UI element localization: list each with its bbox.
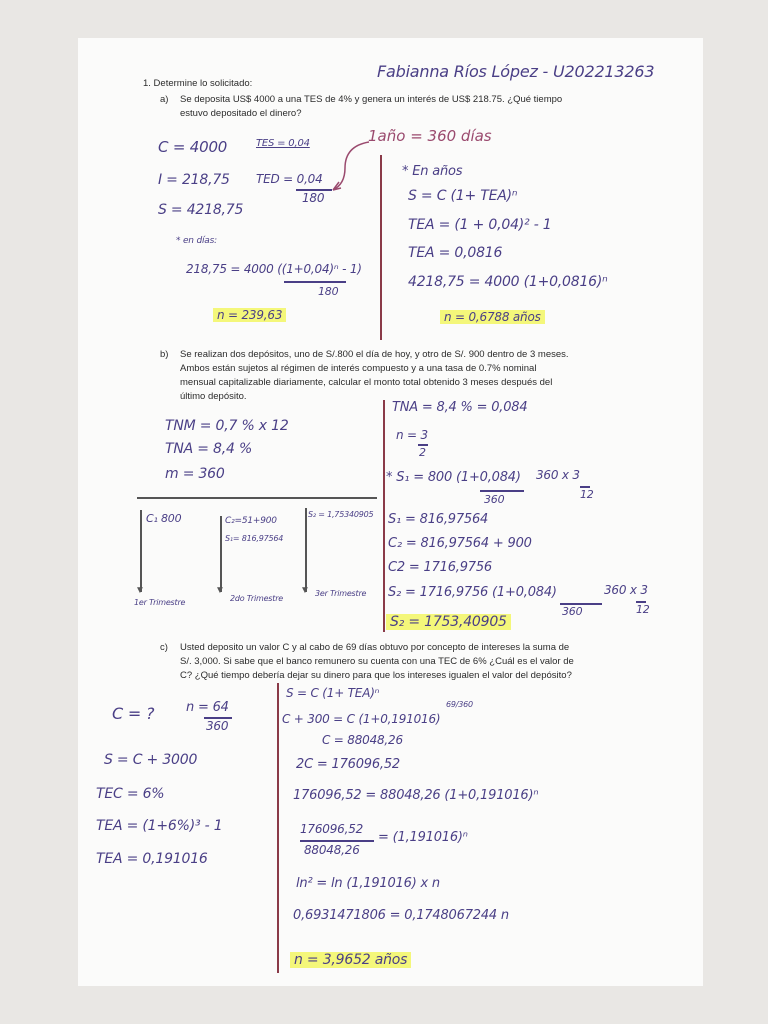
days-equation: 218,75 = 4000 ((1+0,04)ⁿ - 1) <box>186 262 362 276</box>
in-days-note: * en días: <box>176 236 217 246</box>
s1-exponent: 360 x 3 <box>536 468 580 482</box>
part-b-question-line1: Se realizan dos depósitos, uno de S/.800 el día de hoy, y otro de S/. 900 dentro de 3 meses. <box>180 349 569 360</box>
days-fraction-bar <box>284 281 346 283</box>
part-c-question-line2: S/. 3,000. Si sabe que el banco remunero su cuenta con una TEC de 6% ¿Cuál es el valor de <box>180 656 574 667</box>
timeline-separator <box>137 497 377 499</box>
timeline-arrow-3-icon: ▼ <box>300 585 310 596</box>
log-values: 0,6931471806 = 0,1748067244 n <box>293 908 509 923</box>
tna-decimal: TNA = 8,4 % = 0,084 <box>392 400 528 415</box>
c-formula: S = C (1+ TEA)ⁿ <box>286 686 380 700</box>
part-b-divider <box>383 400 385 632</box>
timeline-c2: C₂=51+900 <box>225 516 277 526</box>
ratio-fraction-bar <box>300 840 374 842</box>
timeline-arrow-2-icon: ▼ <box>215 585 225 596</box>
part-a-question-line1: Se deposita US$ 4000 a una TES de 4% y genera un interés de US$ 218.75. ¿Qué tiempo <box>180 94 563 105</box>
c-amount-eq: S = C + 3000 <box>104 752 198 768</box>
part-c-divider <box>277 683 279 973</box>
part-b-question-line2: Ambos están sujetos al régimen de interés compuesto y a una tasa de 0.7% nominal <box>180 363 537 374</box>
c-equation: C + 300 = C (1+0,191016) <box>282 712 441 726</box>
tea-equation: TEA = (1 + 0,04)² - 1 <box>408 217 552 233</box>
s2-denominator: 360 <box>562 605 583 618</box>
timeline-s1: S₁= 816,97564 <box>225 534 284 543</box>
part-b-label: b) <box>160 349 169 360</box>
result-s2: S₂ = 1753,40905 <box>386 614 511 630</box>
two-c-value: 2C = 176096,52 <box>296 757 401 772</box>
timeline-q1: 1er Trimestre <box>134 598 186 607</box>
log-equation: ln² = ln (1,191016) x n <box>296 876 440 891</box>
s2-exponent: 360 x 3 <box>604 583 648 597</box>
timeline-line-3 <box>305 508 307 592</box>
ted-denominator: 180 <box>302 191 325 205</box>
part-c-question-line1: Usted deposito un valor C y al cabo de 69 días obtuvo por concepto de intereses la suma de <box>180 642 570 653</box>
timeline-line-1 <box>140 510 142 592</box>
c-n-denominator: 360 <box>206 719 229 733</box>
s2-exponent-den: 12 <box>636 603 650 616</box>
s1-fraction-bar <box>480 490 524 492</box>
ratio-denominator: 88048,26 <box>304 843 360 857</box>
part-c-question-line3: C? ¿Qué tiempo debería dejar su dinero para que los intereses igualen el valor del depósito? <box>180 670 572 681</box>
timeline-q2: 2do Trimestre <box>230 594 284 603</box>
part-c-label: c) <box>160 642 168 653</box>
tna-value: TNA = 8,4 % <box>165 441 253 457</box>
s1-denominator: 360 <box>484 493 505 506</box>
n-denominator: 2 <box>419 446 426 459</box>
part-b-question-line4: último depósito. <box>180 391 247 402</box>
timeline-c1: C₁ 800 <box>146 512 182 525</box>
arrow-icon <box>325 138 375 198</box>
ratio-rhs: = (1,191016)ⁿ <box>378 830 468 845</box>
timeline-line-2 <box>220 516 222 592</box>
result-n-years: n = 3,9652 años <box>290 952 411 968</box>
section-heading: 1. Determine lo solicitado: <box>143 78 253 89</box>
part-a-question-line2: estuvo depositado el dinero? <box>180 108 302 119</box>
timeline-q3: 3er Trimestre <box>315 589 367 598</box>
year-days-note: 1año = 360 días <box>368 127 492 145</box>
result-years: n = 0,6788 años <box>440 310 545 324</box>
author-name: Fabianna Ríos López - U202213263 <box>377 62 655 81</box>
c-equation-exponent: 69/360 <box>446 700 473 709</box>
s1-exponent-den: 12 <box>580 488 594 501</box>
timeline-s2: S₂ = 1,75340905 <box>308 510 374 519</box>
s1-value: S₁ = 816,97564 <box>388 512 489 527</box>
part-a-divider <box>380 155 382 340</box>
ted-formula: TED = 0,04 <box>256 172 323 186</box>
m-value: m = 360 <box>165 466 225 482</box>
n-numerator: n = 3 <box>396 428 428 442</box>
c-unknown: C = ? <box>112 704 155 723</box>
tes-value: TES = 0,04 <box>256 138 310 149</box>
days-denominator: 180 <box>318 285 339 298</box>
tea-value: TEA = 0,0816 <box>408 245 503 261</box>
part-b-question-line3: mensual capitalizable diariamente, calcular el monto total obtenido 3 meses después del <box>180 377 553 388</box>
c-tea-eq: TEA = (1+6%)³ - 1 <box>96 818 223 834</box>
capital-value: C = 4000 <box>158 138 228 156</box>
timeline-arrow-1-icon: ▼ <box>135 585 145 596</box>
amount-value: S = 4218,75 <box>158 202 244 218</box>
tea-formula: S = C (1+ TEA)ⁿ <box>408 188 518 204</box>
s2-equation: S₂ = 1716,9756 (1+0,084) <box>388 585 557 600</box>
c2-sum: C₂ = 816,97564 + 900 <box>388 536 532 551</box>
tec-value: TEC = 6% <box>96 786 165 802</box>
years-equation: 4218,75 = 4000 (1+0,0816)ⁿ <box>408 274 608 290</box>
s1-equation: * S₁ = 800 (1+0,084) <box>386 470 521 485</box>
c-value: C = 88048,26 <box>322 733 403 747</box>
tnm-value: TNM = 0,7 % x 12 <box>165 418 289 434</box>
result-days: n = 239,63 <box>213 308 286 322</box>
c-tea-value: TEA = 0,191016 <box>96 851 208 867</box>
in-years-note: * En años <box>402 164 463 179</box>
interest-value: I = 218,75 <box>158 172 230 188</box>
part-a-label: a) <box>160 94 169 105</box>
ratio-numerator: 176096,52 <box>300 822 364 836</box>
c2-value: C2 = 1716,9756 <box>388 560 493 575</box>
c-n-numerator: n = 64 <box>186 700 229 715</box>
doubling-equation: 176096,52 = 88048,26 (1+0,191016)ⁿ <box>293 788 539 803</box>
